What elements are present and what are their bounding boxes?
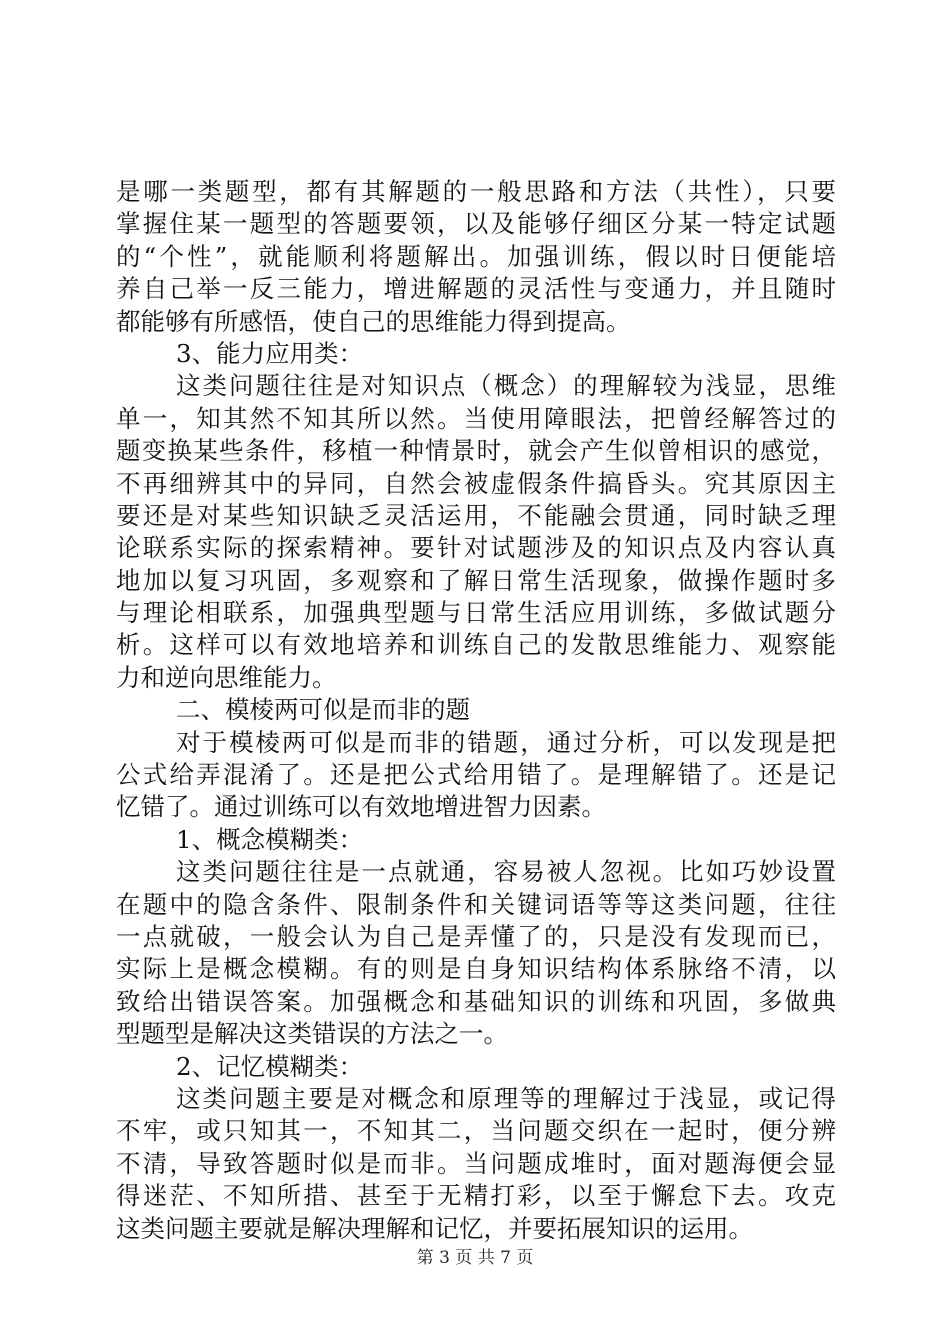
paragraph-line: 力和逆向思维能力。 — [116, 662, 337, 692]
paragraph-line: 的“个性”，就能顺利将题解出。加强训练，假以时日便能培 — [116, 241, 836, 271]
section-heading: 3、能力应用类： — [176, 338, 364, 368]
paragraph-line: 致给出错误答案。加强概念和基础知识的训练和巩固，多做典 — [116, 986, 836, 1016]
paragraph-line: 要还是对某些知识缺乏灵活运用，不能融会贯通，同时缺乏理 — [116, 500, 836, 530]
paragraph-line: 实际上是概念模糊。有的则是自身知识结构体系脉络不清，以 — [116, 954, 836, 984]
paragraph-line: 都能够有所感悟，使自己的思维能力得到提高。 — [116, 306, 631, 336]
paragraph-line: 一点就破，一般会认为自己是弄懂了的，只是没有发现而已， — [116, 921, 836, 951]
paragraph-line: 是哪一类题型，都有其解题的一般思路和方法（共性），只要 — [116, 177, 836, 206]
paragraph-line: 得迷茫、不知所措、甚至于无精打彩，以至于懈怠下去。攻克 — [116, 1181, 836, 1211]
paragraph-line: 养自己举一反三能力，增进解题的灵活性与变通力，并且随时 — [116, 274, 836, 304]
paragraph-line: 型题型是解决这类错误的方法之一。 — [116, 1019, 508, 1049]
paragraph-line: 这类问题往往是一点就通，容易被人忽视。比如巧妙设置 — [176, 857, 836, 887]
paragraph-line: 不清，导致答题时似是而非。当问题成堆时，面对题海便会显 — [116, 1148, 836, 1178]
section-heading: 二、模棱两可似是而非的题 — [176, 695, 470, 725]
paragraph-line: 不牢，或只知其一，不知其二，当问题交织在一起时，便分辨 — [116, 1116, 836, 1146]
paragraph-line: 在题中的隐含条件、限制条件和关键词语等等这类问题，往往 — [116, 889, 836, 919]
paragraph-line: 与理论相联系，加强典型题与日常生活应用训练，多做试题分 — [116, 598, 836, 628]
paragraph-line: 对于模棱两可似是而非的错题，通过分析，可以发现是把 — [176, 727, 836, 757]
section-heading: 2、记忆模糊类： — [176, 1051, 364, 1081]
paragraph-line: 论联系实际的探索精神。要针对试题涉及的知识点及内容认真 — [116, 533, 836, 563]
paragraph-line: 这类问题往往是对知识点（概念）的理解较为浅显，思维 — [176, 371, 836, 401]
paragraph-line: 这类问题主要是对概念和原理等的理解过于浅显，或记得 — [176, 1083, 836, 1113]
document-body — [116, 176, 836, 1245]
paragraph-line: 不再细辨其中的异同，自然会被虚假条件搞昏头。究其原因主 — [116, 468, 836, 498]
paragraph-line: 地加以复习巩固，多观察和了解日常生活现象，做操作题时多 — [116, 565, 836, 595]
paragraph-line: 掌握住某一题型的答题要领，以及能够仔细区分某一特定试题 — [116, 209, 836, 239]
page-footer: 第 3 页 共 7 页 — [416, 1248, 534, 1268]
paragraph-line: 题变换某些条件，移植一种情景时，就会产生似曾相识的感觉， — [116, 436, 836, 466]
section-heading: 1、概念模糊类： — [176, 824, 364, 854]
paragraph-line: 这类问题主要就是解决理解和记忆，并要拓展知识的运用。 — [116, 1213, 753, 1243]
paragraph-line: 析。这样可以有效地培养和训练自己的发散思维能力、观察能 — [116, 630, 836, 660]
paragraph-line: 忆错了。通过训练可以有效地增进智力因素。 — [116, 792, 606, 822]
paragraph-line: 单一，知其然不知其所以然。当使用障眼法，把曾经解答过的 — [116, 403, 836, 433]
paragraph-line: 公式给弄混淆了。还是把公式给用错了。是理解错了。还是记 — [116, 760, 836, 790]
